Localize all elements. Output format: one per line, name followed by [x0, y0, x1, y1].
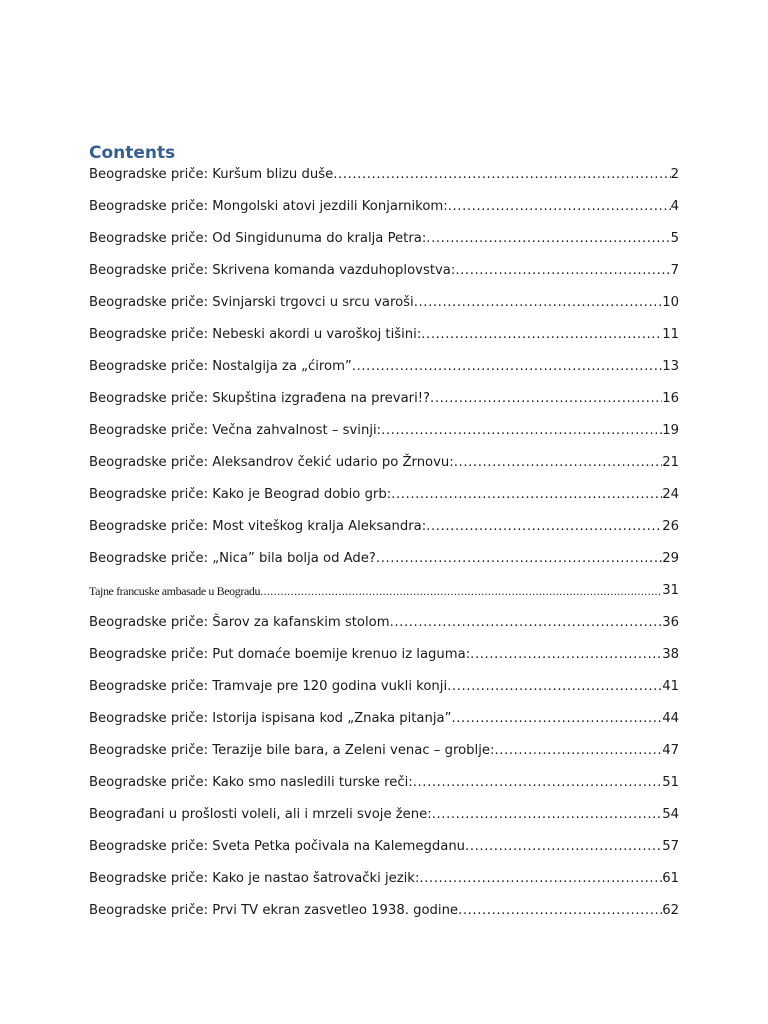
- toc-dot-leader: [458, 901, 662, 921]
- toc-entry-title: Beogradske priče: Šarov za kafanskim stolom: [89, 615, 390, 630]
- toc-entry-title: Beogradske priče: Terazije bile bara, a Zeleni venac – groblje:: [89, 743, 495, 758]
- toc-entry-title: Beogradske priče: Kako je Beograd dobio grb:: [89, 487, 392, 502]
- toc-entry-page: 19: [662, 423, 679, 438]
- toc-entry-page: 10: [662, 295, 679, 310]
- toc-dot-leader: [390, 613, 663, 633]
- toc-dot-leader: [447, 677, 662, 697]
- toc-entry[interactable]: [89, 901, 679, 933]
- toc-entry[interactable]: [89, 421, 679, 453]
- toc-entry-title: Beograđani u prošlosti voleli, ali i mrzeli svoje žene:: [89, 807, 432, 822]
- toc-entry-title: Beogradske priče: Od Singidunuma do kralja Petra:: [89, 231, 427, 246]
- toc-entry[interactable]: [89, 549, 679, 581]
- toc-entry-page: 11: [662, 327, 679, 342]
- toc-entry-title: Beogradske priče: Skupština izgrađena na prevari!?: [89, 391, 431, 406]
- toc-dot-leader: [455, 261, 670, 281]
- toc-entry[interactable]: [89, 709, 679, 741]
- toc-list: [89, 165, 679, 933]
- toc-entry[interactable]: [89, 741, 679, 773]
- toc-entry-title: Beogradske priče: Istorija ispisana kod „Znaka pitanja”: [89, 711, 452, 726]
- toc-dot-leader: [421, 325, 662, 345]
- toc-heading: Contents: [89, 143, 176, 163]
- toc-entry[interactable]: [89, 517, 679, 549]
- toc-entry-title: Beogradske priče: „Nica” bila bolja od Ade?: [89, 551, 376, 566]
- toc-entry-title: Beogradske priče: Mongolski atovi jezdili Konjarnikom:: [89, 199, 448, 214]
- toc-entry-page: 51: [662, 775, 679, 790]
- toc-entry-page: 7: [670, 263, 679, 278]
- toc-entry-title: Beogradske priče: Sveta Petka počivala na Kalemegdanu: [89, 839, 466, 854]
- toc-entry-page: 16: [662, 391, 679, 406]
- toc-entry[interactable]: [89, 869, 679, 901]
- toc-dot-leader: [494, 741, 662, 761]
- toc-entry-page: 2: [670, 167, 679, 182]
- toc-entry[interactable]: [89, 485, 679, 517]
- toc-entry[interactable]: [89, 453, 679, 485]
- toc-dot-leader: [414, 293, 663, 313]
- toc-entry-title: Beogradske priče: Prvi TV ekran zasvetleo 1938. godine: [89, 903, 459, 918]
- toc-entry-page: 44: [662, 711, 679, 726]
- toc-dot-leader: [352, 357, 662, 377]
- toc-dot-leader: [451, 709, 662, 729]
- toc-dot-leader: [432, 805, 663, 825]
- toc-entry[interactable]: [89, 357, 679, 389]
- toc-entry[interactable]: [89, 389, 679, 421]
- toc-dot-leader: [260, 581, 662, 601]
- toc-entry[interactable]: [89, 229, 679, 261]
- toc-entry-page: 61: [662, 871, 679, 886]
- toc-dot-leader: [419, 869, 662, 889]
- toc-dot-leader: [391, 485, 662, 505]
- toc-dot-leader: [426, 229, 670, 249]
- toc-entry[interactable]: [89, 261, 679, 293]
- toc-entry-page: 41: [662, 679, 679, 694]
- toc-dot-leader: [333, 165, 670, 185]
- toc-entry-page: 54: [662, 807, 679, 822]
- toc-entry-title: Beogradske priče: Skrivena komanda vazduhoplovstva:: [89, 263, 456, 278]
- toc-dot-leader: [376, 549, 662, 569]
- toc-entry-page: 57: [662, 839, 679, 854]
- toc-entry-page: 38: [662, 647, 679, 662]
- toc-entry-title: Beogradske priče: Aleksandrov čekić udario po Žrnovu:: [89, 455, 454, 470]
- toc-dot-leader: [381, 421, 662, 441]
- toc-entry-page: 47: [662, 743, 679, 758]
- toc-entry-page: 24: [662, 487, 679, 502]
- toc-entry-title: Beogradske priče: Most viteškog kralja Aleksandra:: [89, 519, 427, 534]
- toc-entry[interactable]: [89, 165, 679, 197]
- toc-entry[interactable]: [89, 837, 679, 869]
- toc-entry[interactable]: [89, 645, 679, 677]
- toc-dot-leader: [448, 197, 671, 217]
- toc-entry-title: Beogradske priče: Večna zahvalnost – svinji:: [89, 423, 382, 438]
- toc-entry-title: Beogradske priče: Nostalgija za „ćirom”: [89, 359, 352, 374]
- toc-entry-page: 29: [662, 551, 679, 566]
- toc-entry-page: 62: [662, 903, 679, 918]
- toc-entry[interactable]: [89, 805, 679, 837]
- toc-entry-page: 26: [662, 519, 679, 534]
- toc-entry-title: Beogradske priče: Kako je nastao šatrovački jezik:: [89, 871, 420, 886]
- toc-dot-leader: [426, 517, 662, 537]
- toc-entry[interactable]: [89, 581, 679, 613]
- toc-dot-leader: [430, 389, 662, 409]
- toc-entry-title: Beogradske priče: Kuršum blizu duše: [89, 167, 334, 182]
- toc-dot-leader: [413, 773, 663, 793]
- toc-entry-page: 5: [670, 231, 679, 246]
- toc-entry-page: 4: [670, 199, 679, 214]
- toc-entry-page: 13: [662, 359, 679, 374]
- toc-dot-leader: [454, 453, 662, 473]
- toc-dot-leader: [465, 837, 662, 857]
- toc-entry-title: Beogradske priče: Tramvaje pre 120 godina vukli konji: [89, 679, 448, 694]
- toc-dot-leader: [470, 645, 662, 665]
- toc-entry-page: 36: [662, 615, 679, 630]
- toc-entry[interactable]: [89, 325, 679, 357]
- toc-entry[interactable]: [89, 613, 679, 645]
- toc-entry-title: Beogradske priče: Kako smo nasledili turske reči:: [89, 775, 413, 790]
- toc-entry-title: Beogradske priče: Svinjarski trgovci u srcu varoši: [89, 295, 414, 310]
- toc-entry-page: 31: [662, 583, 679, 598]
- toc-entry-page: 21: [662, 455, 679, 470]
- toc-entry[interactable]: [89, 773, 679, 805]
- toc-entry[interactable]: [89, 677, 679, 709]
- toc-entry-title: Tajne francuske ambasade u Beogradu: [89, 584, 261, 598]
- toc-entry-title: Beogradske priče: Put domaće boemije krenuo iz laguma:: [89, 647, 471, 662]
- toc-entry-title: Beogradske priče: Nebeski akordi u varoškoj tišini:: [89, 327, 422, 342]
- toc-entry[interactable]: [89, 293, 679, 325]
- toc-entry[interactable]: [89, 197, 679, 229]
